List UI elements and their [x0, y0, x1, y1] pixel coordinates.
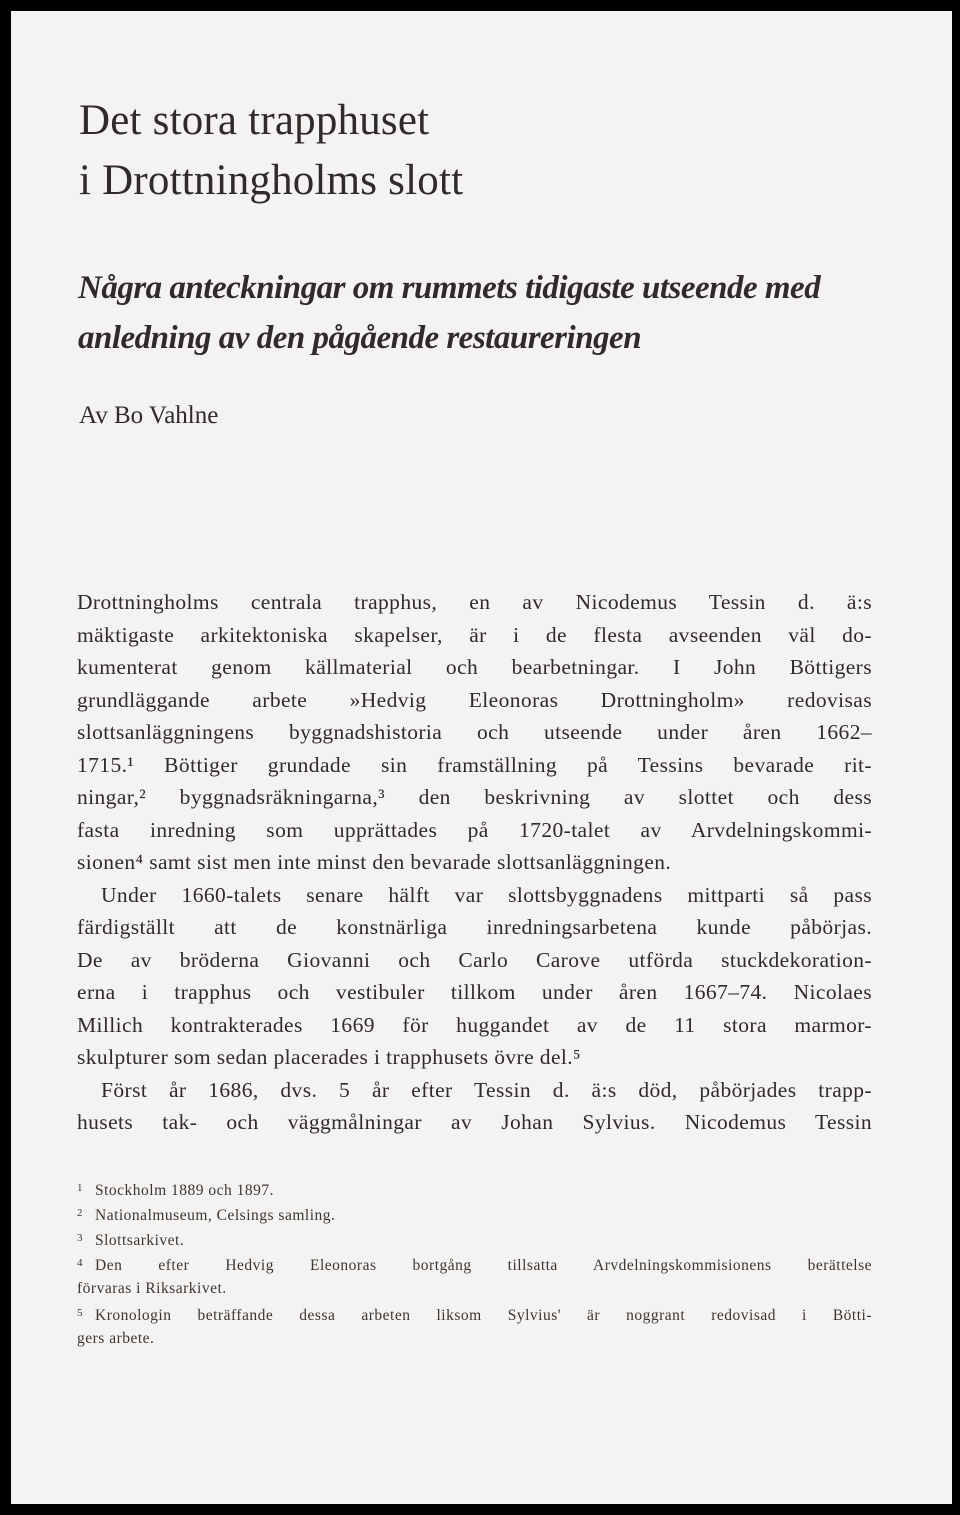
subtitle-line-1: Några anteckningar om rummets tidigaste utseende med	[78, 270, 821, 306]
footnote	[77, 1176, 872, 1201]
footnote-text: Den efter Hedvig Eleonoras bortgång tillsatta Arvdelningskommisionens berättelse	[95, 1257, 872, 1274]
article-subtitle	[78, 263, 918, 363]
footnote-continuation: förvaras i Riksarkivet.	[77, 1280, 227, 1297]
body-line: Under 1660-talets senare hälft var slottsbyggnadens mittparti så pass	[101, 882, 872, 907]
body-line: De av bröderna Giovanni och Carlo Carove utförda stuckdekoration-	[77, 947, 872, 972]
body-line: erna i trapphus och vestibuler tillkom under åren 1667–74. Nicolaes	[77, 980, 872, 1004]
body-line: mäktigaste arkitektoniska skapelser, är i de flesta avseenden väl do-	[77, 622, 872, 647]
body-text	[77, 586, 872, 1139]
body-line: Först år 1686, dvs. 5 år efter Tessin d. ä:s död, påbörjades trapp-	[101, 1077, 872, 1102]
footnote	[77, 1251, 872, 1276]
footnote-text: Kronologin beträffande dessa arbeten liksom Sylvius' är noggrant redovisad i Bötti-	[95, 1307, 872, 1324]
footnote-text: Nationalmuseum, Celsings samling.	[95, 1207, 336, 1224]
document-page	[11, 11, 952, 1504]
body-line: grundläggande arbete »Hedvig Eleonoras Drottningholm» redovisas	[77, 687, 872, 712]
body-line: ningar,² byggnadsräkningarna,³ den beskrivning av slottet och dess	[77, 785, 872, 809]
footnote	[77, 1301, 872, 1326]
body-line: husets tak- och väggmålningar av Johan Sylvius. Nicodemus Tessin	[77, 1110, 872, 1134]
title-line-1: Det stora trapphuset	[79, 97, 430, 144]
body-line: kumenterat genom källmaterial och bearbetningar. I John Böttigers	[77, 655, 872, 679]
footnote-number: 2	[77, 1207, 83, 1219]
footnote-number: 3	[77, 1232, 83, 1244]
title-line-2: i Drottningholms slott	[79, 157, 464, 204]
article-title	[79, 91, 899, 211]
footnote-number: 1	[77, 1182, 83, 1194]
body-line: sionen⁴ samt sist men inte minst den bevarade slottsanläggningen.	[77, 850, 672, 874]
body-line: Drottningholms centrala trapphus, en av Nicodemus Tessin d. ä:s	[77, 590, 872, 614]
body-line: slottsanläggningens byggnadshistoria och utseende under åren 1662–	[77, 720, 872, 744]
footnote-text: Stockholm 1889 och 1897.	[95, 1182, 275, 1199]
footnote	[77, 1201, 872, 1226]
footnote	[77, 1226, 872, 1251]
footnotes	[77, 1176, 872, 1351]
footnote-text: Slottsarkivet.	[95, 1232, 185, 1249]
body-line: 1715.¹ Böttiger grundade sin framställning på Tessins bevarade rit-	[77, 752, 872, 777]
subtitle-line-2: anledning av den pågående restaureringen	[78, 320, 642, 356]
body-line: skulpturer som sedan placerades i trapphusets övre del.⁵	[77, 1045, 581, 1069]
footnote-continuation: gers arbete.	[77, 1330, 155, 1347]
footnote-number: 4	[77, 1257, 83, 1269]
body-line: Millich kontrakterades 1669 för huggandet av de 11 stora marmor-	[77, 1012, 872, 1037]
body-line: färdigställt att de konstnärliga inredningsarbetena kunde påbörjas.	[77, 915, 872, 939]
body-line: fasta inredning som upprättades på 1720-talet av Arvdelningskommi-	[77, 817, 872, 842]
footnote-number: 5	[77, 1307, 83, 1319]
author-byline: Av Bo Vahlne	[79, 402, 219, 429]
